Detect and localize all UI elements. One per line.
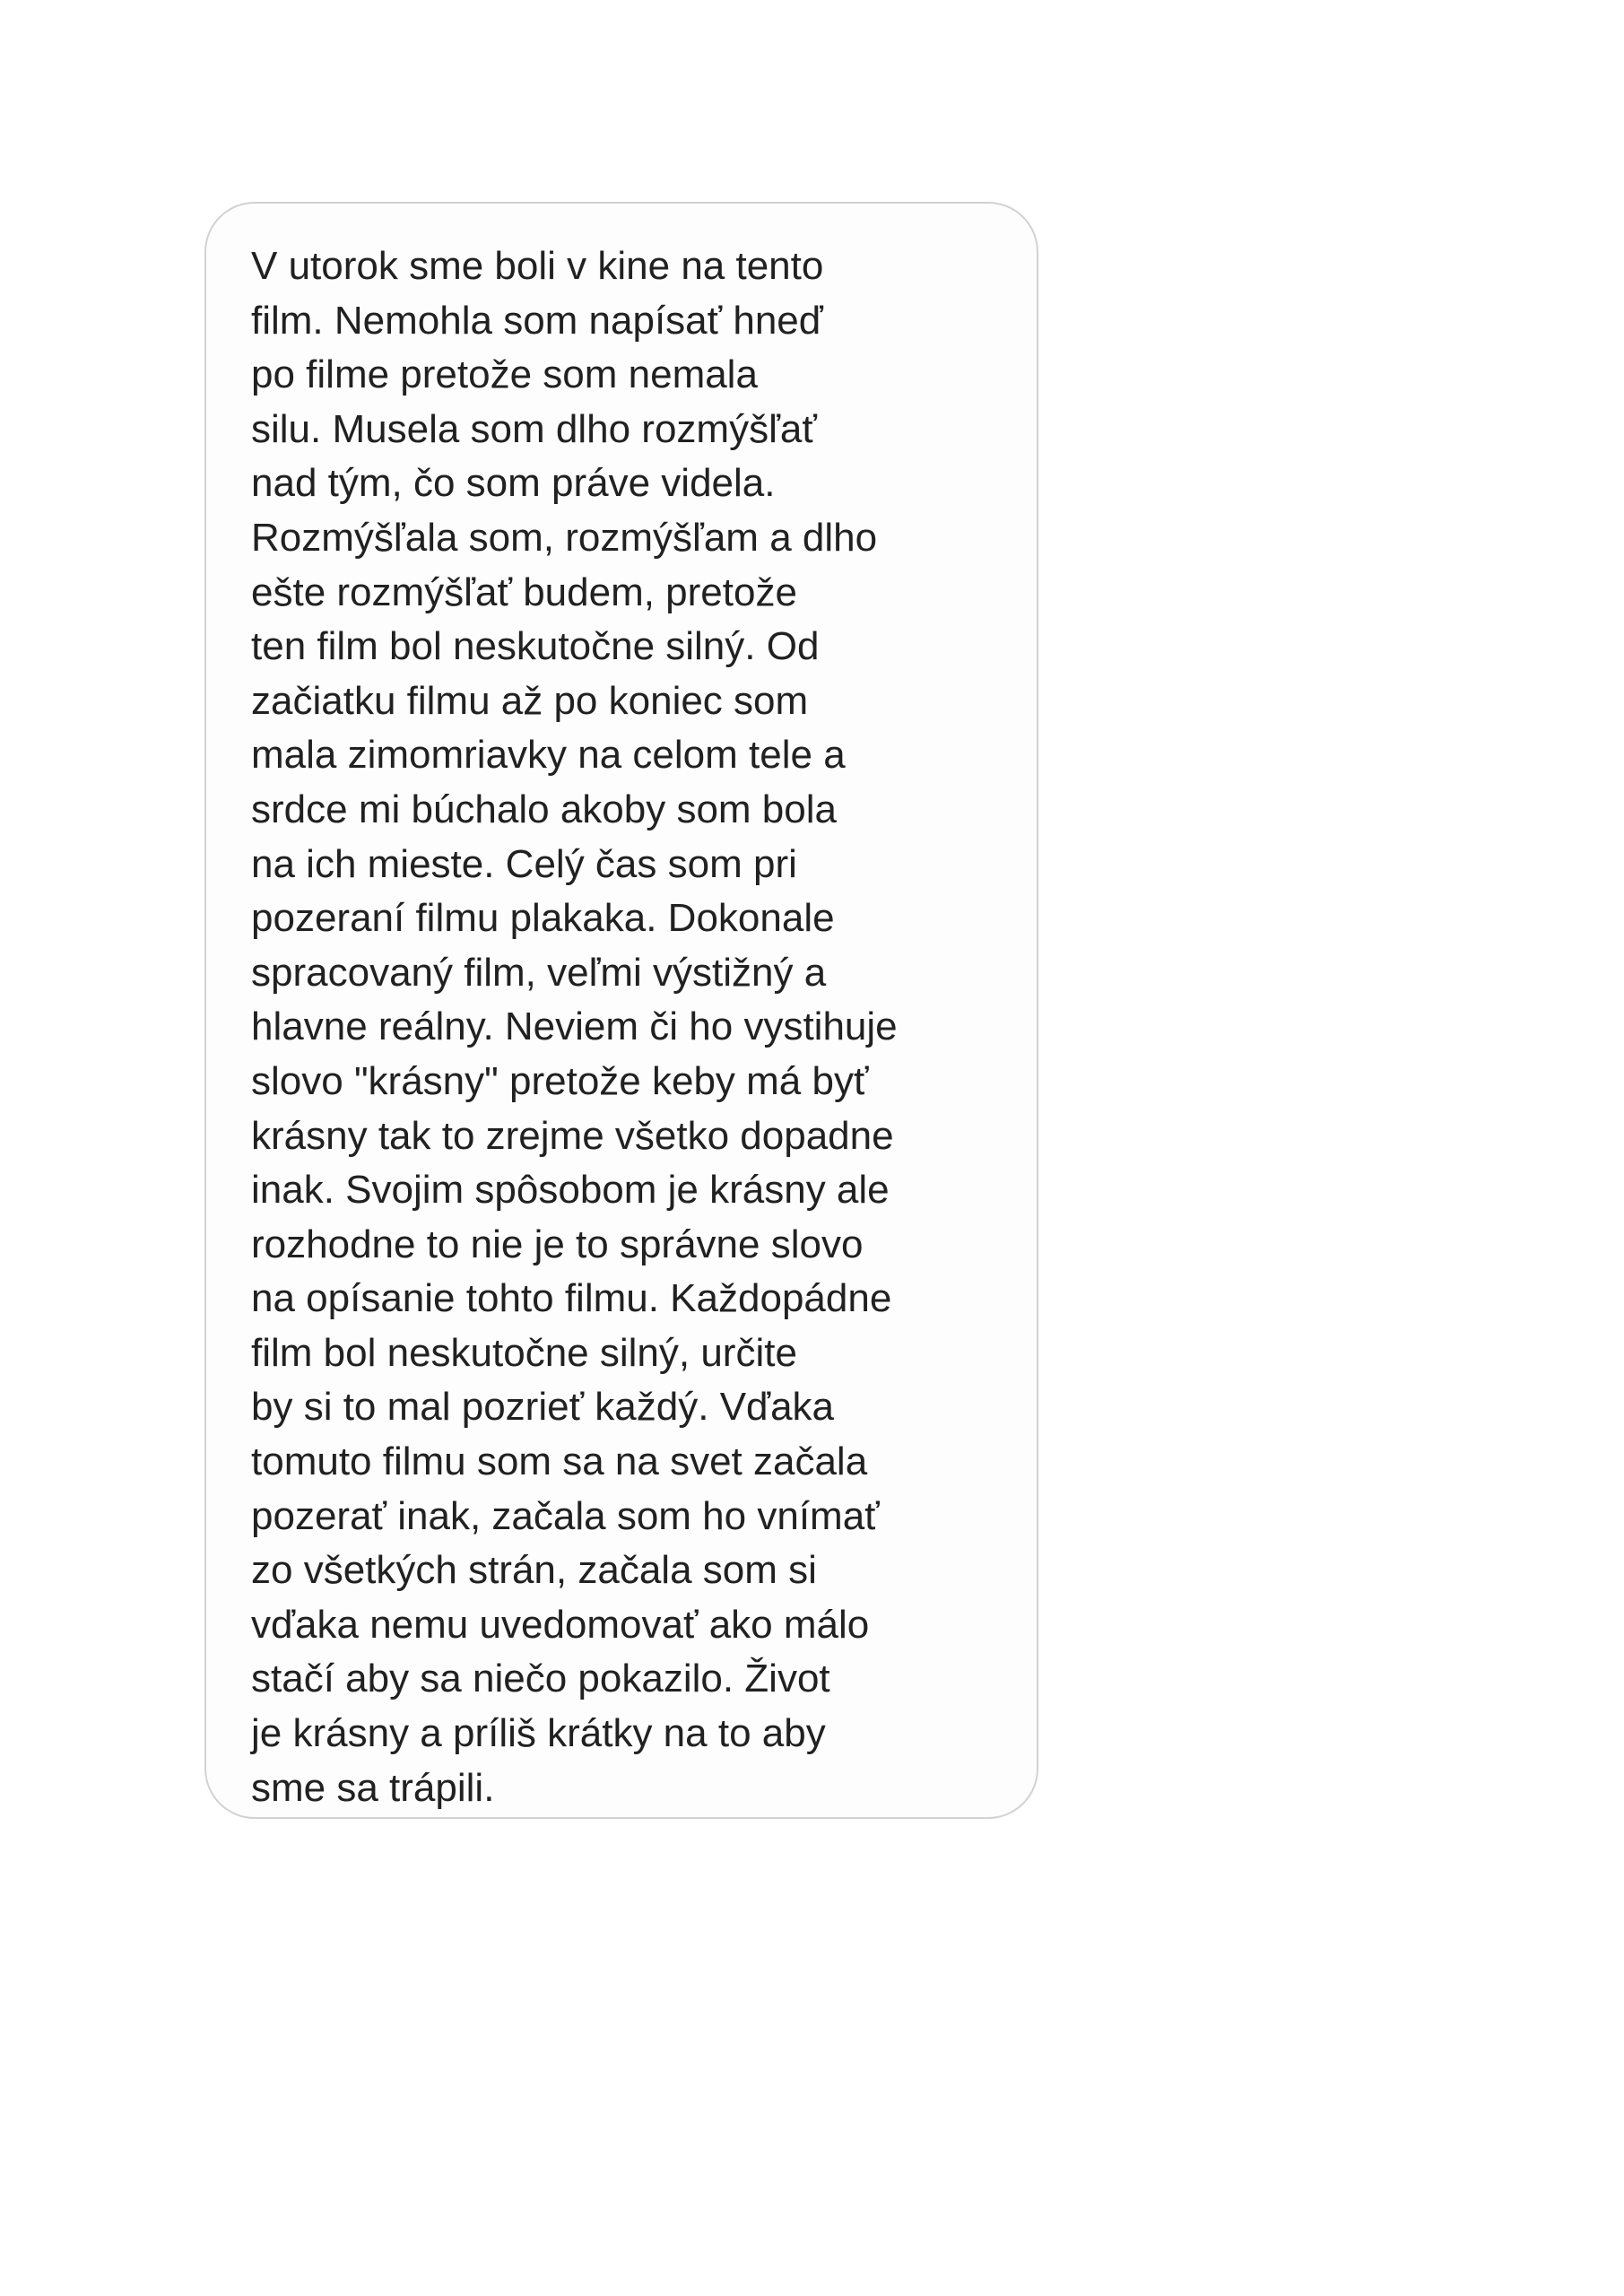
message-line: ešte rozmýšľať budem, pretože: [251, 570, 797, 614]
message-line: zo všetkých strán, začala som si: [251, 1548, 817, 1593]
message-line: V utorok sme boli v kine na tento: [251, 244, 824, 288]
message-line: pozeraní filmu plakaka. Dokonale: [251, 896, 835, 941]
message-line: je krásny a príliš krátky na to aby: [251, 1711, 826, 1756]
message-line: rozhodne to nie je to správne slovo: [251, 1222, 864, 1266]
message-line: ten film bol neskutočne silný. Od: [251, 624, 820, 669]
message-line: mala zimomriavky na celom tele a: [251, 733, 846, 778]
message-line: tomuto filmu som sa na svet začala: [251, 1439, 868, 1484]
message-line: srdce mi búchalo akoby som bola: [251, 787, 837, 831]
message-line: stačí aby sa niečo pokazilo. Život: [251, 1657, 830, 1701]
message-line: inak. Svojim spôsobom je krásny ale: [251, 1168, 890, 1213]
message-line: krásny tak to zrejme všetko dopadne: [251, 1113, 894, 1158]
message-line: začiatku filmu až po koniec som: [251, 678, 809, 723]
message-line: vďaka nemu uvedomovať ako málo: [251, 1602, 870, 1647]
message-line: na ich mieste. Celý čas som pri: [251, 841, 797, 886]
message-line: spracovaný film, veľmi výstižný a: [251, 950, 827, 995]
message-line: film. Nemohla som napísať hneď: [251, 298, 823, 343]
message-line: film bol neskutočne silný, určite: [251, 1330, 797, 1375]
message-line: po filme pretože som nemala: [251, 352, 758, 397]
message-line: silu. Musela som dlho rozmýšľať: [251, 406, 817, 451]
message-line: sme sa trápili.: [251, 1765, 495, 1810]
message-line: hlavne reálny. Neviem či ho vystihuje: [251, 1004, 898, 1049]
message-line: nad tým, čo som práve videla.: [251, 461, 776, 506]
message-text: [251, 239, 1015, 1815]
message-bubble[interactable]: [204, 202, 1038, 1819]
message-line: na opísanie tohto filmu. Každopádne: [251, 1276, 892, 1321]
message-line: by si to mal pozrieť každý. Vďaka: [251, 1385, 835, 1430]
message-line: slovo "krásny" pretože keby má byť: [251, 1058, 869, 1103]
message-line: pozerať inak, začala som ho vnímať: [251, 1493, 880, 1538]
message-line: Rozmýšľala som, rozmýšľam a dlho: [251, 515, 878, 560]
